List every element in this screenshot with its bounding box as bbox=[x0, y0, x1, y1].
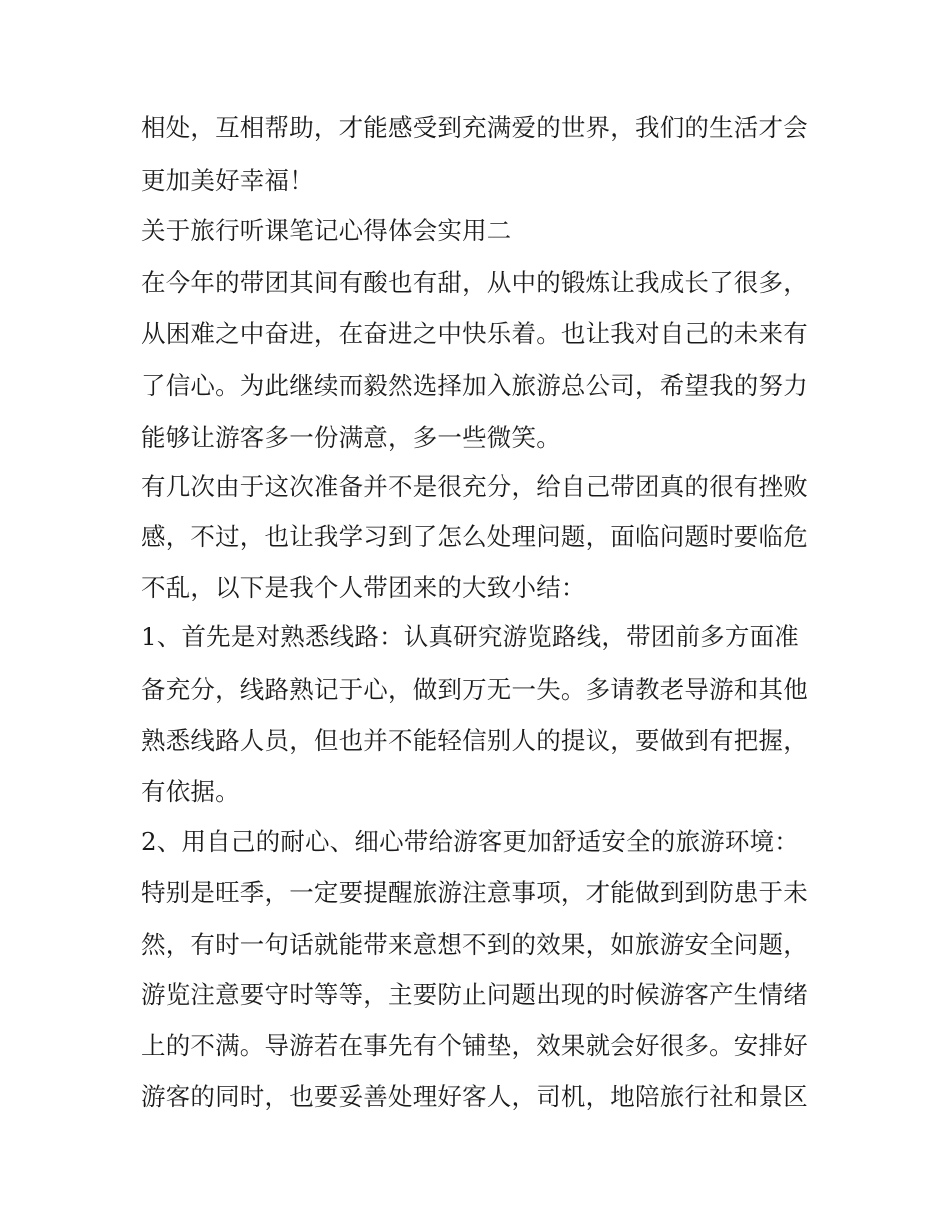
text-line: 了信心。为此继续而毅然选择加入旅游总公司，希望我的努力 bbox=[141, 371, 808, 400]
text-line: 游客的同时，也要妥善处理好客人，司机，地陪旅行社和景区 bbox=[141, 1082, 808, 1111]
section-heading: 关于旅行听课笔记心得体会实用二 bbox=[141, 216, 512, 245]
text-line: 在今年的带团其间有酸也有甜，从中的锻炼让我成长了很多， bbox=[141, 268, 808, 297]
text-line: 不乱，以下是我个人带团来的大致小结： bbox=[141, 573, 586, 602]
text-line: 有几次由于这次准备并不是很充分，给自己带团真的很有挫败 bbox=[141, 472, 808, 501]
text-line: 游览注意要守时等等，主要防止问题出现的时候游客产生情绪 bbox=[141, 980, 808, 1009]
text-line: 更加美好幸福！ bbox=[141, 166, 314, 195]
text-line: 从困难之中奋进，在奋进之中快乐着。也让我对自己的未来有 bbox=[141, 319, 808, 348]
text-line: 能够让游客多一份满意，多一些微笑。 bbox=[141, 423, 561, 452]
text-line: 有依据。 bbox=[141, 777, 240, 806]
text-line: 然，有时一句话就能带来意想不到的效果，如旅游安全问题， bbox=[141, 930, 808, 959]
text-line: 上的不满。导游若在事先有个铺垫，效果就会好很多。安排好 bbox=[141, 1031, 808, 1060]
text-line: 熟悉线路人员，但也并不能轻信别人的提议，要做到有把握， bbox=[141, 726, 808, 755]
list-item: 2、用自己的耐心、细心带给游客更加舒适安全的旅游环境： bbox=[141, 827, 799, 856]
text-line: 特别是旺季，一定要提醒旅游注意事项，才能做到到防患于未 bbox=[141, 878, 808, 907]
text-line: 备充分，线路熟记于心，做到万无一失。多请教老导游和其他 bbox=[141, 675, 808, 704]
text-line: 相处，互相帮助，才能感受到充满爱的世界，我们的生活才会 bbox=[141, 113, 808, 142]
text-line: 感，不过，也让我学习到了怎么处理问题，面临问题时要临危 bbox=[141, 522, 808, 551]
list-item: 1、首先是对熟悉线路：认真研究游览路线，带团前多方面准 bbox=[141, 622, 799, 651]
